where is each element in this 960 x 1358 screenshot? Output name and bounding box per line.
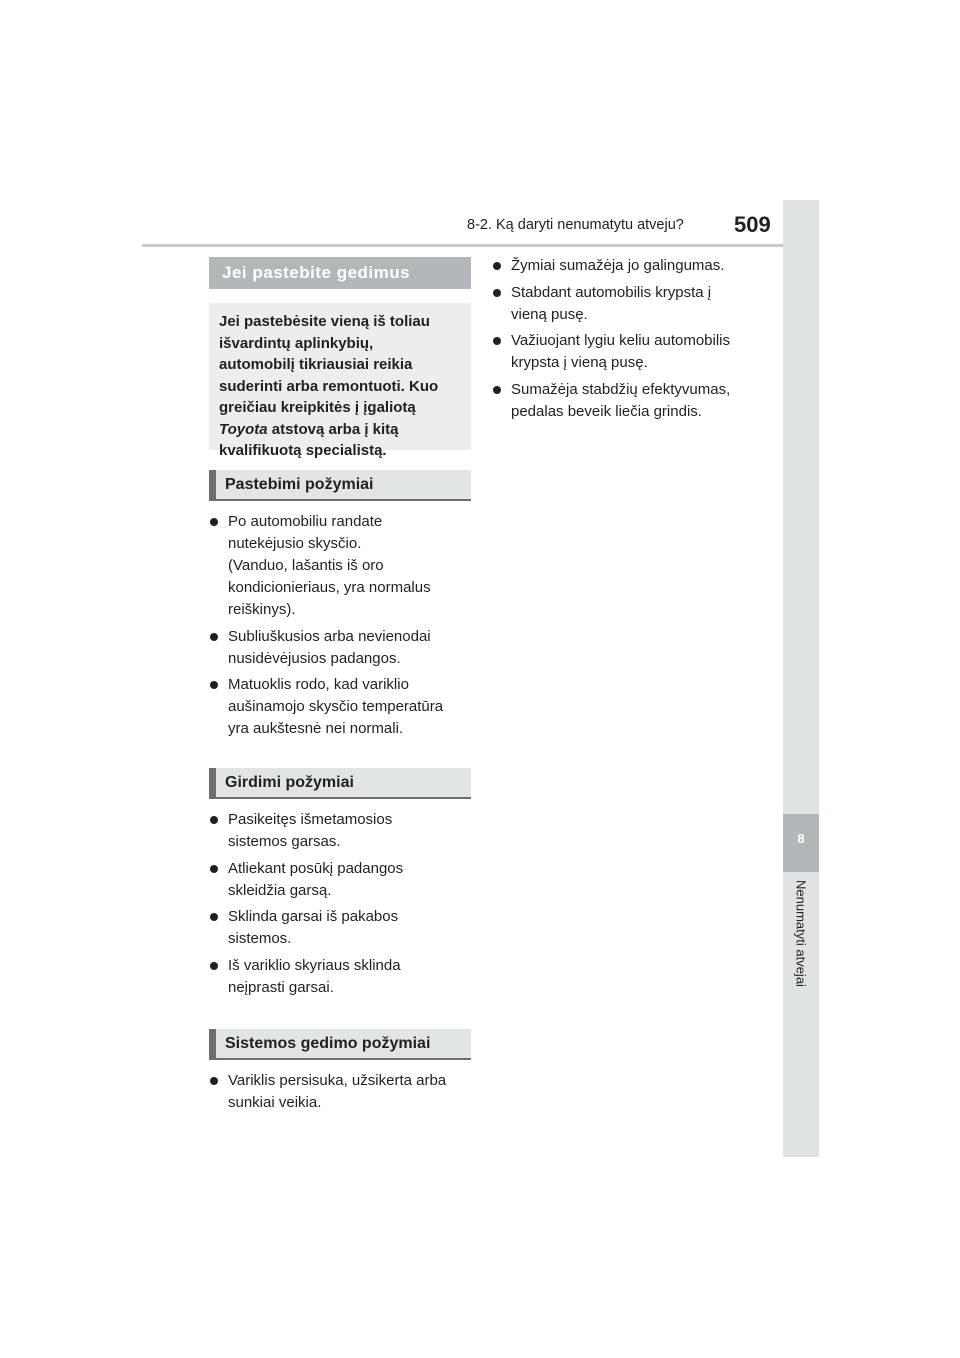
list-item-text: Subliuškusios arba nevienodai xyxy=(228,627,431,645)
list-item xyxy=(492,330,762,374)
section-heading-audible-signs: Girdimi požymiai xyxy=(209,768,471,799)
page-number: 509 xyxy=(734,212,771,237)
bullet-icon xyxy=(210,913,218,921)
section-banner: Jei pastebite gedimus xyxy=(209,257,471,289)
intro-line: kvalifikuotą specialistą. xyxy=(219,442,387,459)
list-item-text: (Vanduo, lašantis iš oro xyxy=(228,557,384,574)
intro-line: Jei pastebėsite vieną iš toliau xyxy=(219,313,430,330)
list-item-text: reiškinys). xyxy=(228,601,296,618)
list-item xyxy=(209,674,471,740)
bullet-icon xyxy=(210,1077,218,1085)
list-item-text: nusidėvėjusios padangos. xyxy=(228,649,401,667)
bullet-icon xyxy=(493,386,501,394)
list-item-text: Stabdant automobilis krypsta į xyxy=(511,283,712,301)
left-column xyxy=(209,257,471,1118)
intro-text: atstovą arba į kitą xyxy=(267,420,399,438)
bullet-icon xyxy=(210,633,218,641)
list-item xyxy=(209,626,471,670)
chapter-label: Nenumatyti atvejai xyxy=(793,880,809,987)
list-item-text: Po automobiliu randate xyxy=(228,513,383,530)
list-item-text: Sumažėja stabdžių efektyvumas, xyxy=(511,380,731,398)
intro-line: greičiau kreipkitės į įgaliotą xyxy=(219,399,416,416)
list-item-text: aušinamojo skysčio temperatūra xyxy=(228,698,444,715)
list-item-text: Variklis persisuka, užsikerta arba xyxy=(228,1071,447,1089)
list-item-text: sistemos. xyxy=(228,930,292,947)
intro-line xyxy=(219,419,461,441)
bullet-icon xyxy=(210,865,218,873)
intro-line: suderinti arba remontuoti. Kuo xyxy=(219,377,439,395)
list-item-text: pedalas beveik liečia grindis. xyxy=(511,402,702,420)
bullet-list xyxy=(209,1070,471,1114)
bullet-icon xyxy=(210,816,218,824)
intro-line: automobilį tikriausiai reikia xyxy=(219,356,413,373)
section-heading-operational-signs: Sistemos gedimo požymiai xyxy=(209,1029,471,1060)
list-item-text: Matuoklis rodo, kad variklio xyxy=(228,676,409,693)
running-header: 8-2. Ką daryti nenumatytu atveju? xyxy=(467,217,684,233)
bullet-list xyxy=(209,511,471,740)
intro-line: išvardintų aplinkybių, xyxy=(219,334,374,352)
bullet-icon xyxy=(210,962,218,970)
list-item xyxy=(209,955,471,999)
bullet-icon xyxy=(210,681,218,689)
bullet-icon xyxy=(493,289,501,297)
list-item-text: neįprasti garsai. xyxy=(228,978,334,996)
list-item-text: Atliekant posūkį padangos xyxy=(228,859,404,877)
list-item-text: Sklinda garsai iš pakabos xyxy=(228,908,399,925)
list-item xyxy=(209,511,471,621)
list-item-text: sistemos garsas. xyxy=(228,833,341,850)
list-item xyxy=(209,809,471,853)
list-item xyxy=(492,282,762,326)
list-item-text: yra aukštesnė nei normali. xyxy=(228,720,404,737)
brand-name: Toyota xyxy=(219,420,268,438)
list-item-text: vieną pusę. xyxy=(511,305,588,323)
list-item xyxy=(492,379,762,423)
bullet-list xyxy=(209,809,471,999)
list-item xyxy=(209,906,471,950)
list-item-text: kondicionieriaus, yra normalus xyxy=(228,579,431,596)
right-column xyxy=(492,255,762,427)
list-item-text: Iš variklio skyriaus sklinda xyxy=(228,956,401,974)
list-item-text: skleidžia garsą. xyxy=(228,881,332,899)
list-item-text: Žymiai sumažėja jo galingumas. xyxy=(511,257,725,274)
chapter-side-tab xyxy=(783,200,819,1157)
bullet-icon xyxy=(210,518,218,526)
list-item-text: Pasikeitęs išmetamosios xyxy=(228,811,393,828)
header-divider xyxy=(142,244,784,247)
list-item xyxy=(492,255,762,277)
list-item-text: krypsta į vieną pusę. xyxy=(511,354,648,371)
bullet-icon xyxy=(493,337,501,345)
bullet-icon xyxy=(493,262,501,270)
list-item-text: sunkiai veikia. xyxy=(228,1093,322,1111)
list-item xyxy=(209,858,471,902)
intro-box xyxy=(209,303,471,459)
chapter-number: 8 xyxy=(797,831,805,846)
list-item xyxy=(209,1070,471,1114)
list-item-text: Važiuojant lygiu keliu automobilis xyxy=(511,332,731,349)
bullet-list xyxy=(492,255,762,423)
section-heading-visible-signs: Pastebimi požymiai xyxy=(209,470,471,501)
list-item-text: nutekėjusio skysčio. xyxy=(228,535,362,552)
